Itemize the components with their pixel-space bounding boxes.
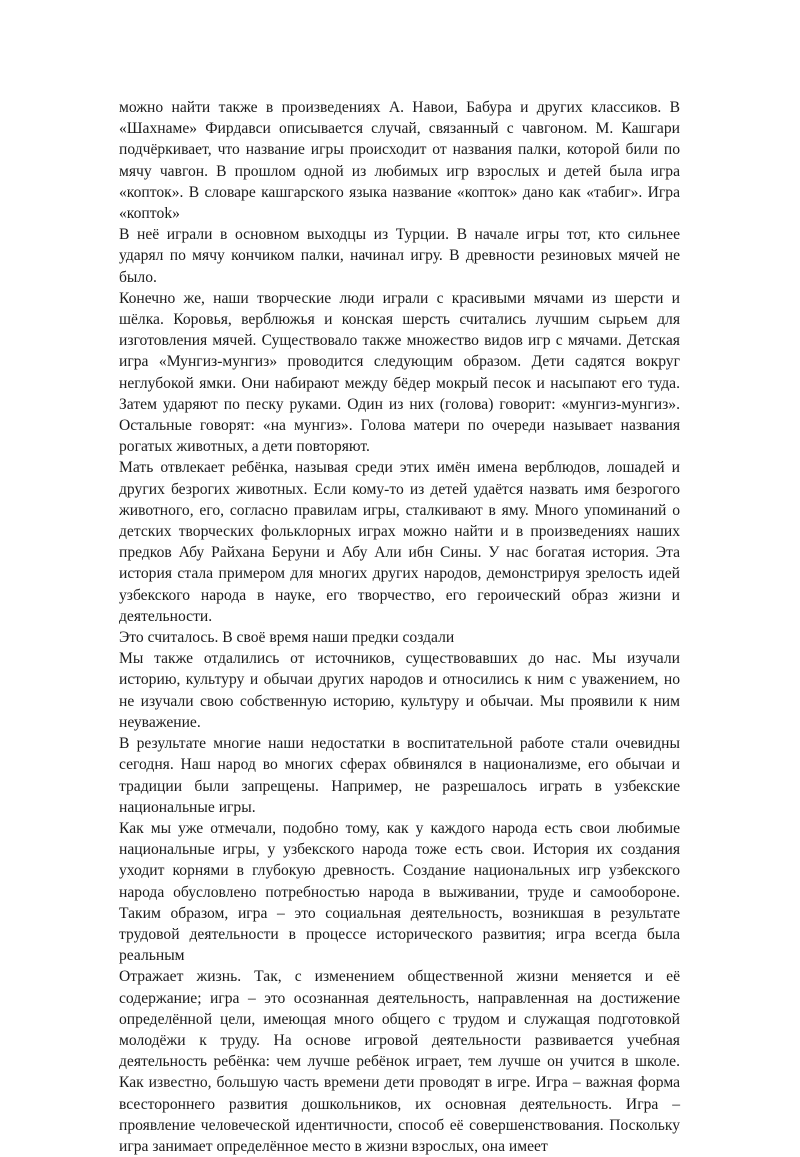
- document-page: [119, 97, 680, 1157]
- paragraph-5: Это считалось. В своё время наши предки создали: [119, 629, 455, 647]
- paragraph-4: Мать отвлекает ребёнка, называя среди этих имён имена верблюдов, лошадей и других безрогих животных. Если кому-то из детей удаётся назвать имя безрогого животного, его, согласно правилам игры, сталкивают в яму. Много упоминаний о детских творческих фольклорных играх можно найти и в произведениях наших предков Абу Райхана Беруни и Абу Али ибн Сины. У нас богатая история. Эта история стала примером для многих других народов, демонстрируя зрелость идей узбекского народа в науке, его творчество, его героический образ жизни и деятельности.: [119, 459, 680, 625]
- paragraph-3: Конечно же, наши творческие люди играли с красивыми мячами из шерсти и шёлка. Коровья, верблюжья и конская шерсть считались лучшим сырьем для изготовления мячей. Существовало также множество видов игр с мячами. Детская игра «Мунгиз-мунгиз» проводится следующим образом. Дети садятся вокруг неглубокой ямки. Они набирают между бёдер мокрый песок и насыпают его туда. Затем ударяют по песку руками. Один из них (голова) говорит: «мунгиз-мунгиз». Остальные говорят: «на мунгиз». Голова матери по очереди называет названия рогатых животных, а дети повторяют.: [119, 289, 680, 456]
- paragraph-8: Как мы уже отмечали, подобно тому, как у каждого народа есть свои любимые национальные игры, у узбекского народа тоже есть свои. История их создания уходит корнями в глубокую древность. Создание национальных игр узбекского народа обусловлено потребностью народа в выживании, труде и самообороне. Таким образом, игра – это социальная деятельность, возникшая в результате трудовой деятельности в процессе исторического развития; игра всегда была реальным: [119, 819, 680, 965]
- paragraph-1: можно найти также в произведениях А. Навои, Бабура и других классиков. В «Шахнаме» Фирдавси описывается случай, связанный с чавгоном. М. Кашгари подчёркивает, что название игры происходит от названия палки, которой били по мячу чавгон. В прошлом одной из любимых игр взрослых и детей была игра «копток». В словаре кашгарского языка название «копток» дано как «табиг». Игра «коптok»: [119, 99, 680, 223]
- paragraph-7: В результате многие наши недостатки в воспитательной работе стали очевидны сегодня. Наш народ во многих сферах обвинялся в национализме, его обычаи и традиции были запрещены. Например, не разрешалось играть в узбекские национальные игры.: [119, 735, 680, 816]
- paragraph-6: Мы также отдалились от источников, существовавших до нас. Мы изучали историю, культуру и обычаи других народов и относились к ним с уважением, но не изучали свою собственную историю, культуру и обычаи. Мы проявили к ним неуважение.: [119, 650, 680, 731]
- paragraph-9: Отражает жизнь. Так, с изменением общественной жизни меняется и её содержание; игра – это осознанная деятельность, направленная на достижение определённой цели, имеющая много общего с трудом и служащая подготовкой молодёжи к труду. На основе игровой деятельности развивается учебная деятельность ребёнка: чем лучше ребёнок играет, тем лучше он учится в школе. Как известно, большую часть времени дети проводят в игре. Игра – важная форма всестороннего развития дошкольников, их основная деятельность. Игра – проявление человеческой идентичности, способ её совершенствования. Поскольку игра занимает определённое место в жизни взрослых, она имеет: [119, 968, 680, 1155]
- paragraph-2: В неё играли в основном выходцы из Турции. В начале игры тот, кто сильнее ударял по мячу кончиком палки, начинал игру. В древности резиновых мячей не было.: [119, 226, 680, 286]
